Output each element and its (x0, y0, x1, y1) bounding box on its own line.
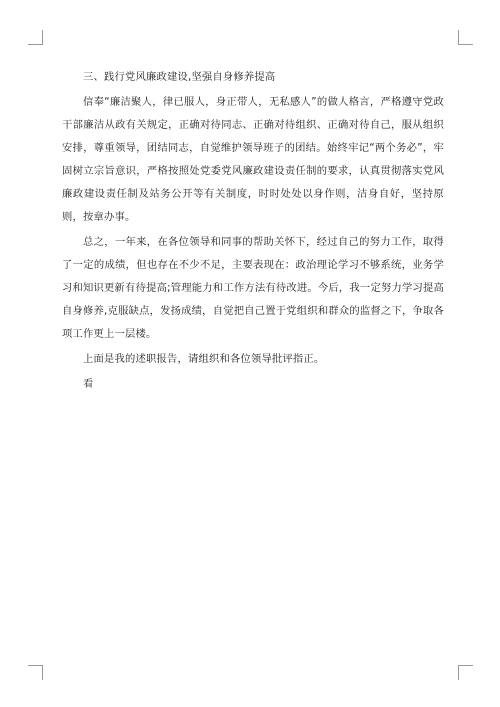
paragraph-integrity: 信奉“廉洁聚人，律已服人，身正带人，无私感人”的做人格言，严格遵守党政干部廉洁从政有关规定，正确对待同志、正确对待组织、正确对待自己，服从组织安排，尊重领导，团结同志，自觉维护领导班子的团结。始终牢记“两个务必”，牢固树立宗旨意识，严格按照处党委党风廉政建设责任制的要求，认真贯彻落实党风廉政建设责任制及站务公开等有关制度，时时处处以身作则，洁身自好，坚持原则，按章办事。 (62, 96, 444, 223)
crop-mark-bottom-left (28, 665, 43, 680)
crop-mark-top-right (458, 30, 473, 45)
crop-mark-bottom-right (458, 665, 473, 680)
section-heading: 三、践行党风廉政建设,坚强自身修养提高 (83, 71, 276, 83)
paragraph-summary: 总之，一年来，在各位领导和同事的帮助关怀下，经过自己的努力工作，取得了一定的成绩，但也存在不少不足，主要表现在：政治理论学习不够系统，业务学习和知识更新有待提高;管理能力和工作方法有待改进。今后，我一定努力学习提高自身修养,克服缺点，发扬成绩，自觉把自己置于党组织和群众的监督之下，争取各项工作更上一层楼。 (62, 236, 444, 340)
document-body (62, 66, 444, 396)
paragraph-trailing: 看 (83, 378, 94, 390)
crop-mark-top-left (28, 30, 43, 45)
paragraph-closing: 上面是我的述职报告，请组织和各位领导批评指正。 (83, 353, 325, 365)
